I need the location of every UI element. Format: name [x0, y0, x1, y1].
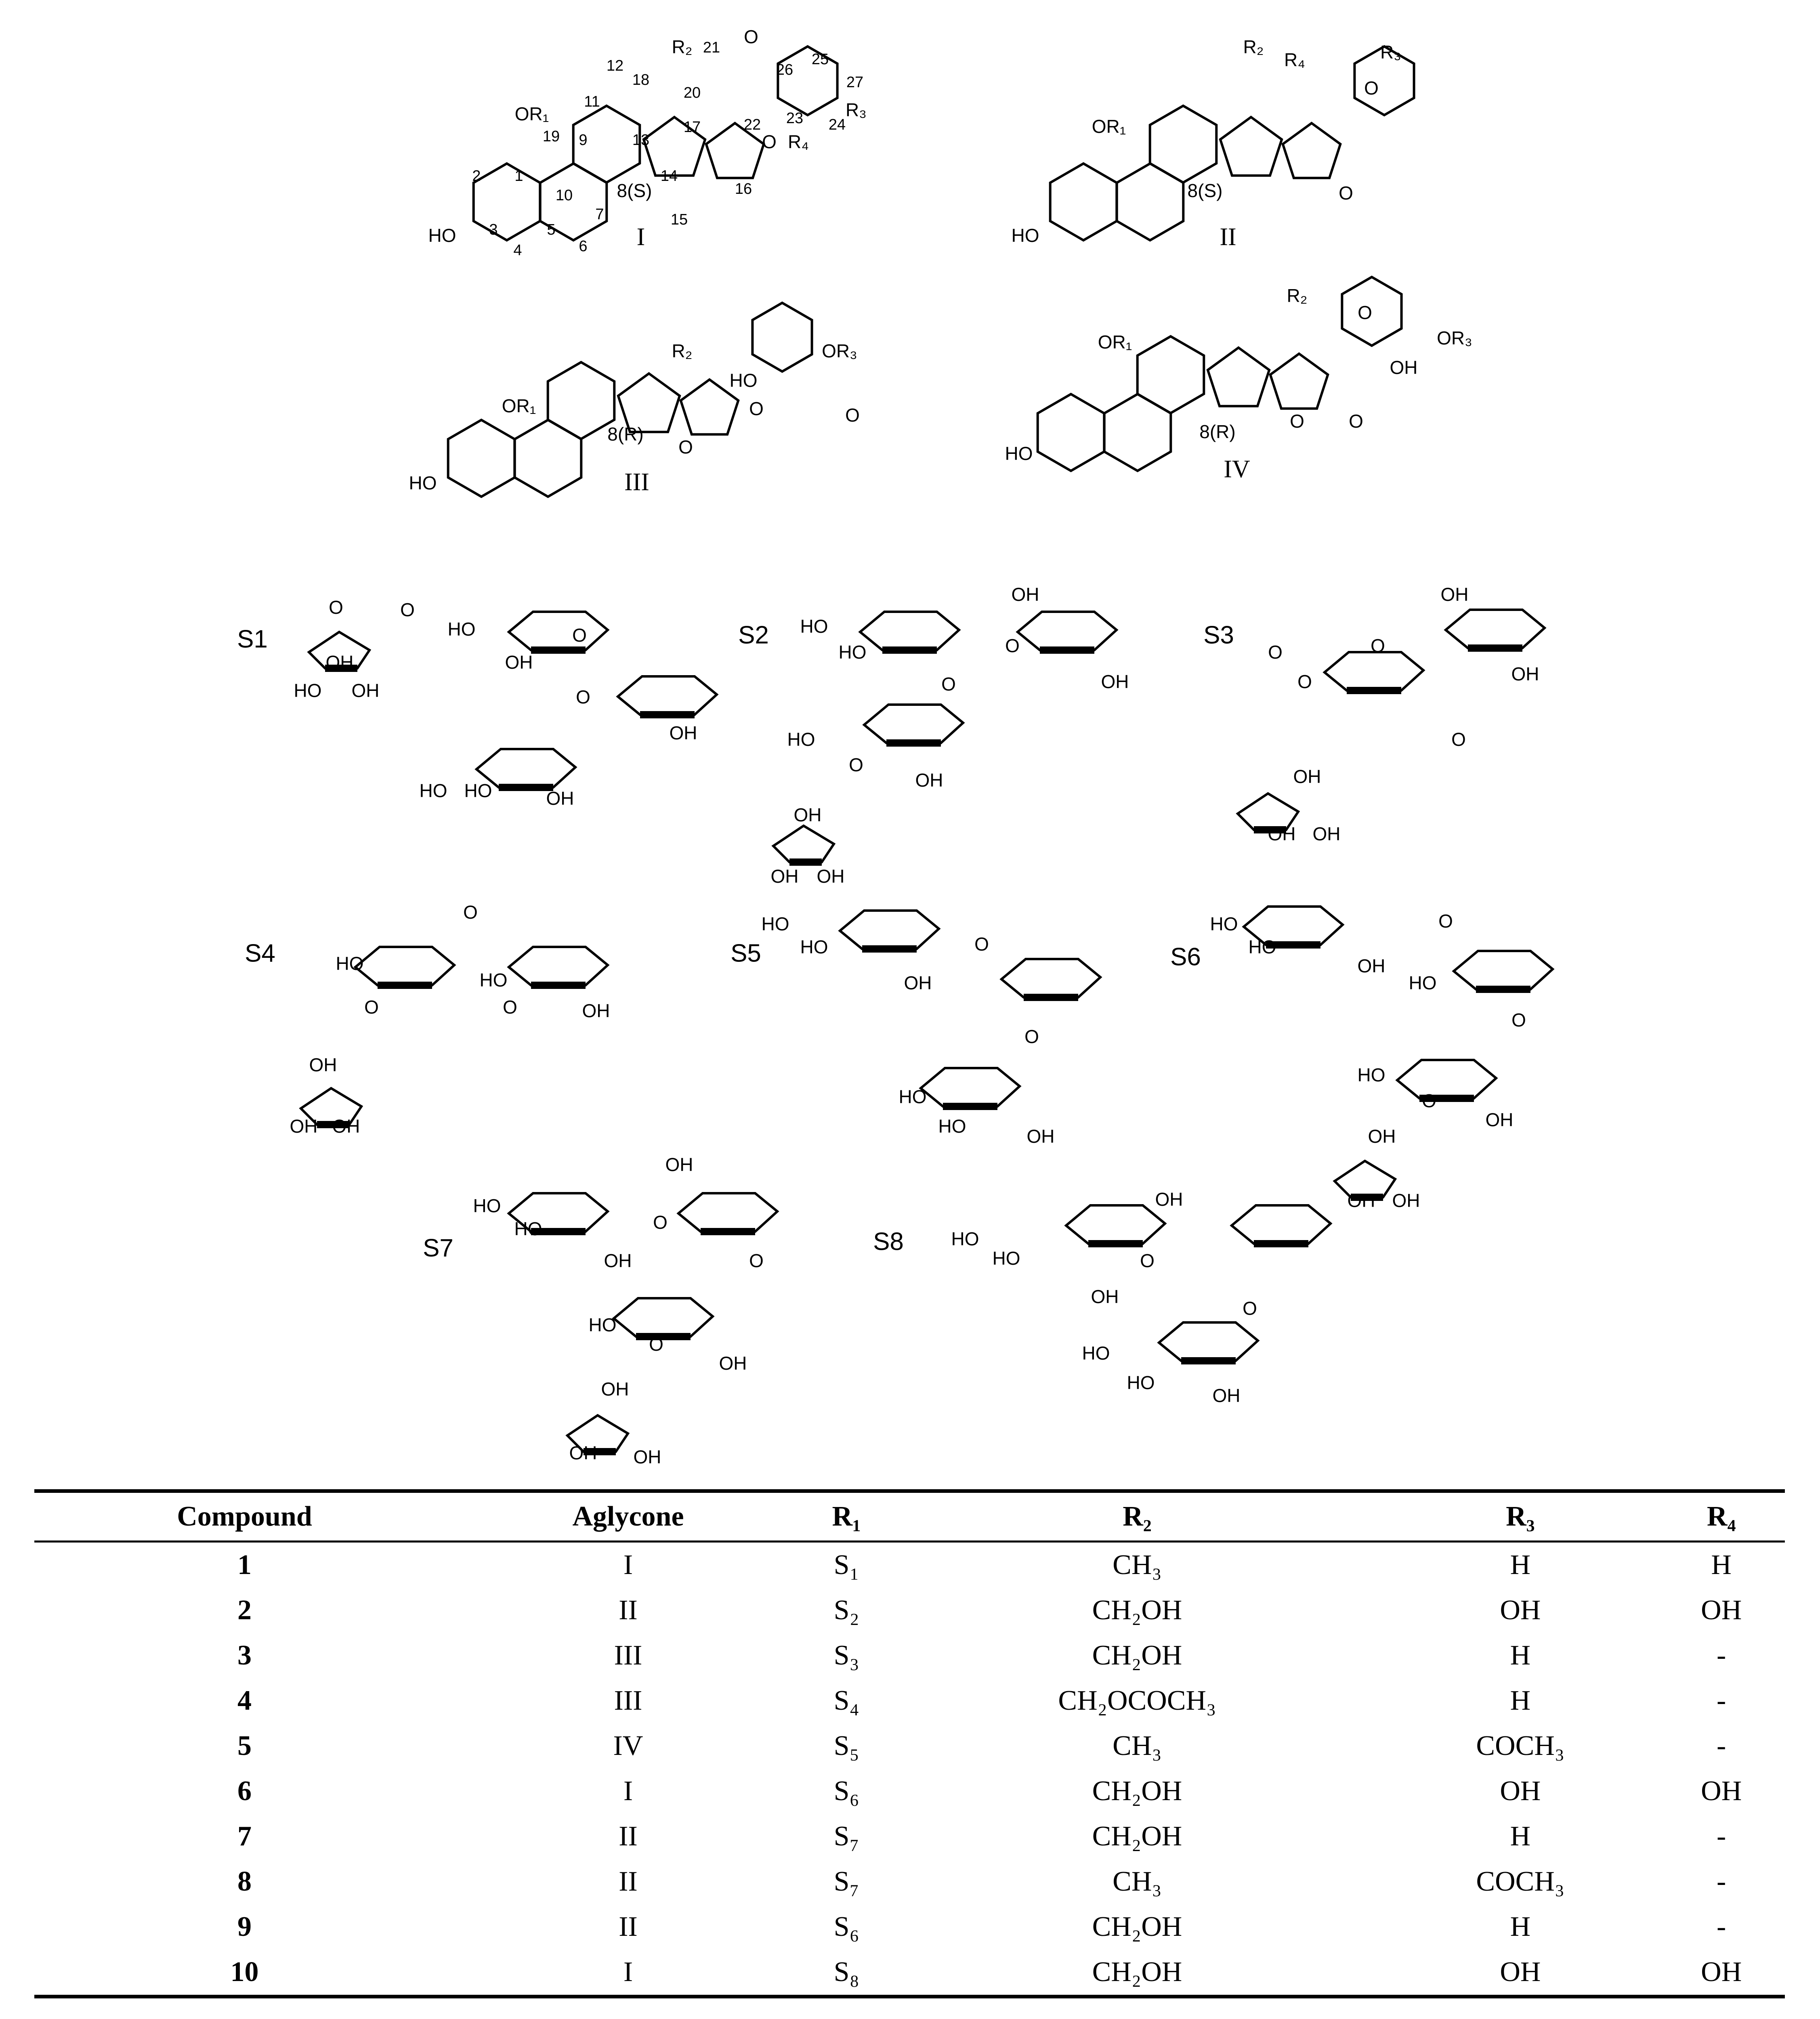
- cell-r3: H: [1510, 1685, 1531, 1716]
- atom-label: OH: [1027, 1126, 1055, 1147]
- cell-r1: S₆: [833, 1776, 859, 1807]
- ring-bond: [618, 374, 680, 432]
- sugar-chain-S2: [738, 584, 1129, 887]
- atom-label: OH: [770, 866, 799, 887]
- atom-label: HO: [761, 913, 789, 935]
- atom-label: 20: [683, 84, 701, 102]
- atom-label: OH: [1485, 1109, 1514, 1131]
- cell-compound: 2: [237, 1595, 252, 1626]
- ring-bond: [1050, 164, 1117, 240]
- atom-label: O: [1511, 1010, 1526, 1031]
- ring-bond: [1150, 106, 1217, 183]
- atom-label: OH: [325, 652, 354, 673]
- compound-table: [34, 1489, 1785, 1998]
- atom-label: OR₁: [502, 395, 536, 417]
- atom-label: 13: [632, 132, 650, 149]
- atom-label: OH: [1347, 1190, 1375, 1211]
- cell-compound: 4: [237, 1685, 252, 1716]
- sugar-label: S1: [237, 625, 268, 653]
- cell-r2: CH₂OCOCH₃: [1058, 1685, 1216, 1716]
- table-row: [34, 1859, 1785, 1904]
- atom-label: OR₁: [514, 103, 549, 125]
- ring-bond: [1104, 394, 1171, 471]
- header-r1: R₁: [802, 1491, 892, 1542]
- atom-label: HO: [294, 680, 322, 701]
- cell-r1: S₄: [833, 1685, 859, 1716]
- atom-label: HO: [479, 970, 508, 991]
- cell-r3: COCH₃: [1476, 1730, 1565, 1761]
- atom-label: HO: [1082, 1343, 1110, 1364]
- atom-label: OH: [793, 804, 822, 826]
- atom-label: 1: [514, 168, 523, 185]
- atom-label: HO: [1005, 443, 1033, 464]
- atom-label: OH: [633, 1446, 661, 1468]
- cell-r4: -: [1717, 1685, 1726, 1716]
- table-row: [34, 1950, 1785, 1997]
- atom-label: 26: [776, 61, 793, 79]
- sugar-label: S8: [873, 1228, 904, 1256]
- sugar-chain-S7: [423, 1154, 777, 1467]
- atom-label: HO: [898, 1086, 927, 1108]
- cell-compound: 10: [34, 1950, 455, 1997]
- atom-label: OH: [582, 1000, 610, 1022]
- atom-label: O: [463, 902, 478, 923]
- cell-r4: OH: [1658, 1950, 1785, 1997]
- ring-bond: [1138, 336, 1204, 413]
- atom-label: O: [762, 131, 777, 153]
- atom-label: OR₃: [1437, 327, 1472, 349]
- pyranose-ring: [1454, 951, 1553, 989]
- atom-label: O: [1005, 635, 1020, 657]
- atom-label: O: [1140, 1250, 1155, 1272]
- header-r3: R₃: [1383, 1491, 1658, 1542]
- cell-compound: 6: [237, 1776, 252, 1807]
- atom-label: O: [1364, 78, 1379, 99]
- atom-label: O: [503, 997, 517, 1018]
- atom-label: OH: [505, 652, 533, 673]
- atom-label: 9: [579, 132, 588, 149]
- atom-label: 12: [606, 57, 624, 75]
- atom-label: OH: [1511, 663, 1539, 685]
- cell-compound: 7: [237, 1821, 252, 1852]
- table-row: [34, 1678, 1785, 1723]
- atom-label: 22: [743, 116, 761, 134]
- atom-label: O: [572, 625, 587, 646]
- sugar-chain-S5: [731, 911, 1100, 1147]
- aglycone-I: [428, 26, 867, 259]
- cell-r2: CH₂OH: [1092, 1595, 1182, 1626]
- atom-label: R₂: [1287, 285, 1308, 306]
- pyranose-ring: [921, 1068, 1020, 1106]
- atom-label: R₂: [672, 36, 693, 58]
- cell-r1: S₂: [833, 1595, 859, 1626]
- atom-label: OR₁: [1098, 332, 1132, 353]
- cell-r2: CH₂OH: [1092, 1776, 1182, 1807]
- table-row: [34, 1588, 1785, 1633]
- atom-label: O: [653, 1212, 668, 1233]
- atom-label: R₂: [672, 340, 693, 362]
- header-aglycone: Aglycone: [455, 1491, 802, 1542]
- atom-label: HO: [800, 616, 828, 637]
- cell-aglycone: II: [619, 1821, 638, 1852]
- cell-aglycone: IV: [613, 1730, 643, 1761]
- aglycone-label: II: [1220, 223, 1236, 251]
- atom-label: HO: [1011, 225, 1039, 246]
- pyranose-ring: [678, 1193, 777, 1232]
- cell-r4: -: [1717, 1821, 1726, 1852]
- cell-r2: CH₂OH: [892, 1950, 1383, 1997]
- ring-bond: [1283, 123, 1341, 178]
- sugar-chain-S8: [873, 1189, 1331, 1406]
- table-row: [34, 1814, 1785, 1859]
- atom-label: 5: [547, 221, 556, 239]
- atom-label: 15: [670, 211, 688, 229]
- atom-label: 23: [786, 110, 804, 127]
- cell-compound: 8: [237, 1866, 252, 1897]
- cell-aglycone: III: [614, 1685, 642, 1716]
- cell-r1: S₆: [833, 1911, 859, 1942]
- atom-label: OR₃: [822, 340, 857, 362]
- pyranose-ring: [1232, 1205, 1331, 1244]
- atom-label: O: [1243, 1298, 1257, 1319]
- atom-label: O: [1290, 411, 1304, 432]
- atom-label: OH: [1440, 584, 1469, 605]
- atom-label: O: [1451, 729, 1466, 750]
- atom-label: 27: [846, 74, 864, 91]
- cell-r3: OH: [1383, 1950, 1658, 1997]
- cell-aglycone: II: [619, 1866, 638, 1897]
- cell-r1: S₃: [833, 1640, 859, 1671]
- aglycone-II: [1012, 36, 1414, 251]
- atom-label: 21: [703, 39, 720, 57]
- atom-label: HO: [419, 780, 447, 802]
- pyranose-ring: [509, 612, 608, 650]
- atom-label: HO: [336, 953, 364, 974]
- cell-r2: CH₂OH: [1092, 1821, 1182, 1852]
- atom-label: 8(R): [1199, 421, 1236, 443]
- atom-label: HO: [1248, 936, 1276, 958]
- cell-r3: H: [1510, 1821, 1531, 1852]
- cell-aglycone: II: [619, 1911, 638, 1942]
- atom-label: 18: [632, 71, 650, 89]
- atom-label: HO: [729, 370, 758, 391]
- atom-label: HO: [992, 1248, 1020, 1269]
- ring-bond: [474, 164, 540, 240]
- pyranose-ring: [864, 705, 963, 743]
- aglycone-label: I: [636, 223, 645, 251]
- pyranose-ring: [614, 1298, 713, 1337]
- sugar-label: S4: [245, 939, 275, 968]
- atom-label: O: [576, 686, 590, 708]
- cell-r4: H: [1711, 1549, 1732, 1580]
- cell-aglycone: I: [623, 1776, 633, 1807]
- atom-label: OH: [817, 866, 845, 887]
- table-row: [34, 1904, 1785, 1950]
- cell-r1: S₅: [833, 1730, 859, 1761]
- sugar-chain-S1: [237, 597, 717, 809]
- atom-label: 4: [513, 242, 522, 259]
- cell-compound: 9: [237, 1911, 252, 1942]
- atom-label: OH: [1392, 1190, 1420, 1211]
- sugar-label: S6: [1170, 943, 1201, 971]
- cell-aglycone: III: [614, 1640, 642, 1671]
- atom-label: 24: [828, 116, 846, 134]
- pyranose-ring: [1446, 610, 1545, 648]
- atom-label: OH: [546, 788, 574, 809]
- atom-label: OH: [1091, 1286, 1119, 1308]
- cell-r2: CH₂OH: [1092, 1911, 1182, 1942]
- ring-bond: [752, 303, 812, 371]
- atom-label: R₄: [788, 131, 809, 153]
- atom-label: O: [1297, 671, 1312, 693]
- atom-label: O: [749, 398, 764, 420]
- atom-label: OH: [309, 1054, 337, 1076]
- cell-compound: 5: [237, 1730, 252, 1761]
- atom-label: 3: [489, 221, 498, 239]
- atom-label: OH: [351, 680, 380, 701]
- cell-compound: 3: [237, 1640, 252, 1671]
- atom-label: OH: [904, 972, 932, 994]
- atom-label: OH: [1155, 1189, 1183, 1210]
- atom-label: OH: [1011, 584, 1039, 605]
- atom-label: OR₁: [1092, 116, 1126, 137]
- atom-label: O: [649, 1334, 663, 1355]
- sugar-label: S3: [1203, 621, 1234, 649]
- atom-label: HO: [447, 619, 476, 640]
- pyranose-ring: [355, 947, 454, 985]
- atom-label: R₃: [846, 99, 867, 121]
- table-row: [34, 1769, 1785, 1814]
- aglycone-label: III: [624, 468, 649, 496]
- atom-label: HO: [409, 472, 437, 494]
- atom-label: O: [1438, 911, 1453, 932]
- atom-label: OH: [290, 1116, 318, 1137]
- pyranose-ring: [1018, 612, 1117, 650]
- cell-r3: OH: [1500, 1776, 1541, 1807]
- atom-label: OH: [569, 1442, 597, 1464]
- cell-r4: -: [1717, 1730, 1726, 1761]
- atom-label: OH: [332, 1116, 360, 1137]
- cell-r4: -: [1717, 1640, 1726, 1671]
- pyranose-ring: [1159, 1322, 1258, 1361]
- pyranose-ring: [618, 676, 717, 715]
- cell-r1: S₈: [802, 1950, 892, 1997]
- atom-label: OH: [1268, 823, 1296, 845]
- cell-r2: CH₃: [1113, 1730, 1162, 1761]
- ring-bond: [548, 362, 615, 439]
- ring-bond: [1270, 354, 1328, 409]
- atom-label: HO: [1409, 972, 1437, 994]
- atom-label: OH: [915, 770, 943, 791]
- atom-label: HO: [1127, 1372, 1155, 1394]
- pyranose-ring: [1325, 652, 1423, 690]
- atom-label: 17: [683, 119, 701, 136]
- cell-r4: OH: [1701, 1776, 1742, 1807]
- cell-r3: COCH₃: [1476, 1866, 1565, 1897]
- atom-label: O: [974, 934, 989, 955]
- pyranose-ring: [509, 947, 608, 985]
- ring-bond: [1038, 394, 1104, 471]
- atom-label: HO: [428, 225, 456, 246]
- pyranose-ring: [1066, 1205, 1165, 1244]
- atom-label: HO: [464, 780, 492, 802]
- cell-r3: OH: [1500, 1595, 1541, 1626]
- sugar-label: S2: [738, 621, 769, 649]
- cell-compound: 1: [237, 1549, 252, 1580]
- cell-r2: CH₃: [1113, 1549, 1162, 1580]
- atom-label: OH: [1368, 1126, 1396, 1147]
- atom-label: 8(S): [1187, 180, 1223, 201]
- header-r2: R₂: [892, 1491, 1383, 1542]
- table-row: [34, 1723, 1785, 1769]
- ring-bond: [1117, 164, 1184, 240]
- atom-label: O: [329, 597, 343, 618]
- atom-label: O: [1422, 1090, 1436, 1112]
- atom-label: O: [678, 437, 693, 458]
- cell-r3: H: [1510, 1640, 1531, 1671]
- atom-label: O: [849, 754, 863, 776]
- atom-label: 10: [555, 187, 573, 204]
- atom-label: HO: [951, 1228, 979, 1250]
- atom-label: O: [1349, 411, 1363, 432]
- atom-label: 6: [579, 238, 588, 255]
- sugar-chain-S4: [245, 902, 610, 1137]
- atom-label: O: [845, 405, 860, 426]
- atom-label: O: [400, 599, 415, 621]
- atom-label: OH: [669, 722, 697, 744]
- atom-label: OH: [1293, 766, 1321, 787]
- atom-label: HO: [1357, 1064, 1385, 1086]
- atom-label: O: [1371, 635, 1385, 657]
- pyranose-ring: [1397, 1060, 1496, 1098]
- atom-label: HO: [1210, 913, 1238, 935]
- atom-label: 2: [472, 168, 481, 185]
- header-r4: R₄: [1658, 1491, 1785, 1542]
- pyranose-ring: [860, 612, 959, 650]
- atom-label: R₃: [1380, 42, 1401, 63]
- ring-bond: [515, 420, 581, 497]
- cell-r2: CH₂OH: [1092, 1640, 1182, 1671]
- ring-bond: [1208, 348, 1269, 406]
- cell-r4: -: [1717, 1866, 1726, 1897]
- cell-aglycone: I: [623, 1549, 633, 1580]
- header-compound: Compound: [34, 1491, 455, 1542]
- atom-label: 7: [595, 206, 604, 223]
- sugar-label: S5: [731, 939, 761, 968]
- cell-r3: H: [1510, 1911, 1531, 1942]
- ring-bond: [1220, 117, 1282, 176]
- atom-label: 19: [542, 128, 560, 145]
- atom-label: OH: [604, 1250, 632, 1272]
- atom-label: OH: [1357, 955, 1385, 977]
- atom-label: HO: [838, 642, 867, 663]
- atom-label: O: [1024, 1026, 1039, 1047]
- atom-label: R₄: [1284, 49, 1305, 71]
- cell-r1: S₇: [833, 1821, 859, 1852]
- furanose-ring: [773, 826, 834, 862]
- atom-label: OH: [1212, 1385, 1241, 1406]
- cell-r1: S₁: [833, 1549, 859, 1580]
- atom-label: HO: [588, 1314, 617, 1336]
- pyranose-ring: [840, 911, 939, 949]
- cell-r3: H: [1510, 1549, 1531, 1580]
- atom-label: 8(R): [607, 424, 644, 445]
- atom-label: HO: [514, 1218, 542, 1240]
- atom-label: OH: [1390, 357, 1418, 378]
- sugar-chain-S3: [1203, 584, 1545, 844]
- cell-aglycone: I: [455, 1950, 802, 1997]
- atom-label: O: [1268, 642, 1283, 663]
- cell-r4: OH: [1701, 1595, 1742, 1626]
- atom-label: O: [364, 997, 379, 1018]
- atom-label: O: [744, 26, 758, 48]
- sugar-chain-S6: [1170, 907, 1553, 1211]
- atom-label: O: [1358, 302, 1372, 323]
- atom-label: OH: [1101, 671, 1129, 693]
- table-header-row: [34, 1491, 1785, 1542]
- table-row: [34, 1633, 1785, 1678]
- aglycone-IV: [1005, 277, 1472, 483]
- atom-label: 11: [584, 93, 600, 111]
- aglycone-III: [409, 303, 860, 497]
- atom-label: OH: [665, 1154, 693, 1175]
- table-row: [34, 1542, 1785, 1588]
- atom-label: O: [749, 1250, 764, 1272]
- atom-label: R₂: [1243, 36, 1264, 58]
- atom-label: OH: [719, 1353, 747, 1374]
- cell-r1: S₇: [833, 1866, 859, 1897]
- sugar-label: S7: [423, 1234, 453, 1262]
- atom-label: HO: [473, 1195, 501, 1217]
- cell-r4: -: [1717, 1911, 1726, 1942]
- pyranose-ring: [1001, 959, 1100, 997]
- atom-label: O: [1339, 183, 1353, 204]
- atom-label: 14: [660, 168, 678, 185]
- atom-label: HO: [787, 729, 815, 750]
- atom-label: HO: [800, 936, 828, 958]
- ring-bond: [448, 420, 515, 497]
- atom-label: O: [941, 674, 956, 695]
- atom-label: 16: [735, 180, 752, 198]
- atom-label: HO: [938, 1116, 966, 1137]
- atom-label: 25: [811, 51, 829, 68]
- atom-label: OH: [601, 1379, 629, 1400]
- cell-aglycone: II: [619, 1595, 638, 1626]
- atom-label: 8(S): [617, 180, 652, 201]
- atom-label: OH: [1312, 823, 1341, 845]
- cell-r2: CH₃: [1113, 1866, 1162, 1897]
- aglycone-label: IV: [1224, 455, 1250, 483]
